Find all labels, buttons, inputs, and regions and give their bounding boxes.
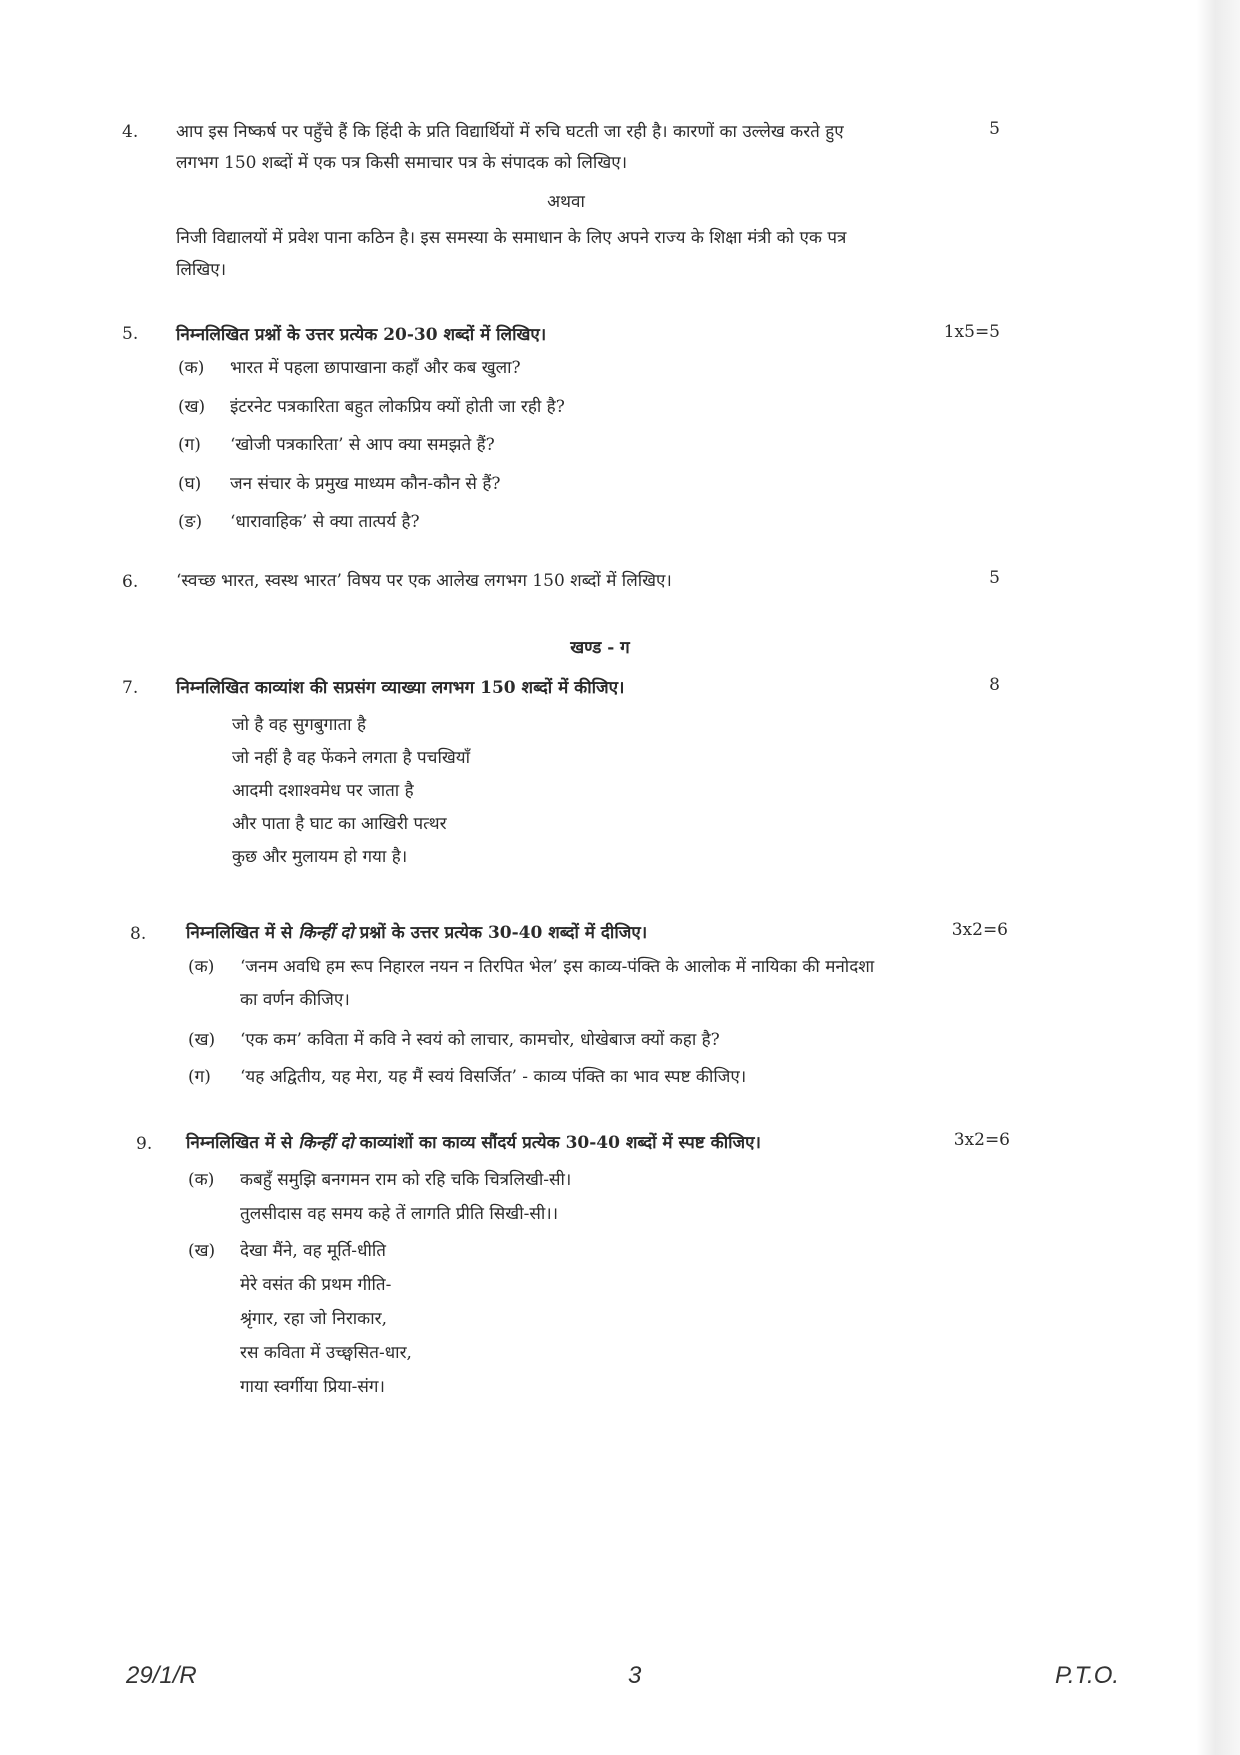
poem-line: जो है वह सुगबुगाता है xyxy=(232,715,367,735)
question-number: 7. xyxy=(122,678,139,698)
sub-question-label: (घ) xyxy=(178,473,202,494)
question-marks: 5 xyxy=(989,568,1000,588)
sub-question-label: (ख) xyxy=(188,1030,216,1050)
question-text: ‘स्वच्छ भारत, स्वस्थ भारत’ विषय पर एक आलेख लगभग 150 शब्दों में लिखिए। xyxy=(176,571,672,591)
question-number: 6. xyxy=(122,572,139,592)
heading-part: निम्नलिखित में से xyxy=(186,1133,299,1153)
question-text: आप इस निष्कर्ष पर पहुँचे हैं कि हिंदी के प्रति विद्यार्थियों में रुचि घटती जा रही है। कारणों का उल्लेख करते हुए xyxy=(176,122,844,142)
question-text: लिखिए। xyxy=(176,260,227,280)
heading-part: प्रश्नों के उत्तर प्रत्येक 30-40 शब्दों में दीजिए। xyxy=(353,923,648,943)
sub-question-text: भारत में पहला छापाखाना कहाँ और कब खुला? xyxy=(230,358,521,378)
poem-line: आदमी दशाश्वमेध पर जाता है xyxy=(232,781,414,801)
heading-emphasis: किन्हीं दो xyxy=(298,1133,354,1153)
page-number: 3 xyxy=(628,1662,642,1689)
sub-question xyxy=(188,1064,746,1087)
poem-line: श्रृंगार, रहा जो निराकार, xyxy=(240,1309,387,1329)
sub-question-text: ‘खोजी पत्रकारिता’ से आप क्या समझते हैं? xyxy=(230,435,495,455)
pto-label: P.T.O. xyxy=(1055,1662,1120,1689)
or-label: अथवा xyxy=(547,192,585,212)
sub-question-text: ‘धारावाहिक’ से क्या तात्पर्य है? xyxy=(230,512,420,532)
heading-part: काव्यांशों का काव्य सौंदर्य प्रत्येक 30-40 शब्दों में स्पष्ट कीजिए। xyxy=(353,1133,761,1153)
question-number: 9. xyxy=(136,1134,153,1154)
poem-line: कुछ और मुलायम हो गया है। xyxy=(232,847,408,867)
question-heading: निम्नलिखित काव्यांश की सप्रसंग व्याख्या लगभग 150 शब्दों में कीजिए। xyxy=(176,678,625,698)
sub-question-text: जन संचार के प्रमुख माध्यम कौन-कौन से हैं? xyxy=(230,473,501,494)
sub-question-label: (क) xyxy=(188,1170,215,1190)
sub-question-text: ‘यह अद्वितीय, यह मेरा, यह मैं स्वयं विसर्जित’ - काव्य पंक्ति का भाव स्पष्ट कीजिए। xyxy=(240,1067,747,1087)
sub-question-label: (क) xyxy=(178,358,205,378)
question-marks: 1x5=5 xyxy=(943,322,1000,342)
question-heading xyxy=(186,1130,761,1153)
sub-question-label: (ख) xyxy=(178,396,206,417)
sub-question-label: (ख) xyxy=(188,1241,216,1261)
poem-line: कबहुँ समुझि बनगमन राम को रहि चकि चित्रलिखी-सी। xyxy=(240,1170,572,1190)
sub-question-text: इंटरनेट पत्रकारिता बहुत लोकप्रिय क्यों होती जा रही है? xyxy=(230,396,565,417)
sub-question xyxy=(188,1027,720,1050)
sub-question-label: (ङ) xyxy=(178,512,203,532)
poem-line: रस कविता में उच्छ्वसित-धार, xyxy=(240,1343,412,1363)
sub-question xyxy=(178,509,420,532)
question-marks: 5 xyxy=(989,119,1000,139)
heading-part: निम्नलिखित में से xyxy=(186,923,299,943)
paper-code: 29/1/R xyxy=(126,1662,197,1689)
sub-question xyxy=(188,1167,571,1190)
section-heading: खण्ड - ग xyxy=(570,638,630,658)
poem-line: गाया स्वर्गीया प्रिया-संग। xyxy=(240,1377,385,1397)
poem-line: मेरे वसंत की प्रथम गीति- xyxy=(240,1275,392,1295)
question-marks: 3x2=6 xyxy=(951,920,1008,940)
sub-question-text: ‘जनम अवधि हम रूप निहारल नयन न तिरपित भेल’ इस काव्य-पंक्ति के आलोक में नायिका की मनोदशा xyxy=(240,957,875,977)
question-text: लगभग 150 शब्दों में एक पत्र किसी समाचार पत्र के संपादक को लिखिए। xyxy=(176,153,628,173)
sub-question xyxy=(178,394,565,417)
sub-question-label: (ग) xyxy=(178,435,201,455)
sub-question xyxy=(178,355,521,378)
question-number: 4. xyxy=(122,122,139,142)
sub-question xyxy=(188,954,874,977)
sub-question-text: का वर्णन कीजिए। xyxy=(240,990,350,1010)
poem-line: जो नहीं है वह फेंकने लगता है पचखियाँ xyxy=(232,748,471,768)
sub-question-label: (ग) xyxy=(188,1067,211,1087)
question-heading xyxy=(186,920,647,943)
question-marks: 3x2=6 xyxy=(953,1130,1010,1150)
sub-question xyxy=(178,432,495,455)
sub-question-text: ‘एक कम’ कविता में कवि ने स्वयं को लाचार, कामचोर, धोखेबाज क्यों कहा है? xyxy=(240,1030,720,1050)
poem-line: देखा मैंने, वह मूर्ति-धीति xyxy=(240,1241,386,1261)
question-number: 5. xyxy=(122,324,139,344)
sub-question xyxy=(178,471,500,494)
question-text: निजी विद्यालयों में प्रवेश पाना कठिन है। इस समस्या के समाधान के लिए अपने राज्य के शिक्षा मंत्री को एक पत्र xyxy=(176,228,847,248)
question-marks: 8 xyxy=(989,675,1000,695)
sub-question-label: (क) xyxy=(188,957,215,977)
poem-line: और पाता है घाट का आखिरी पत्थर xyxy=(232,814,447,834)
poem-line: तुलसीदास वह समय कहे तें लागति प्रीति सिखी-सी।। xyxy=(240,1204,559,1224)
question-heading: निम्नलिखित प्रश्नों के उत्तर प्रत्येक 20-30 शब्दों में लिखिए। xyxy=(176,325,547,345)
question-number: 8. xyxy=(130,924,147,944)
heading-emphasis: किन्हीं दो xyxy=(298,923,354,943)
